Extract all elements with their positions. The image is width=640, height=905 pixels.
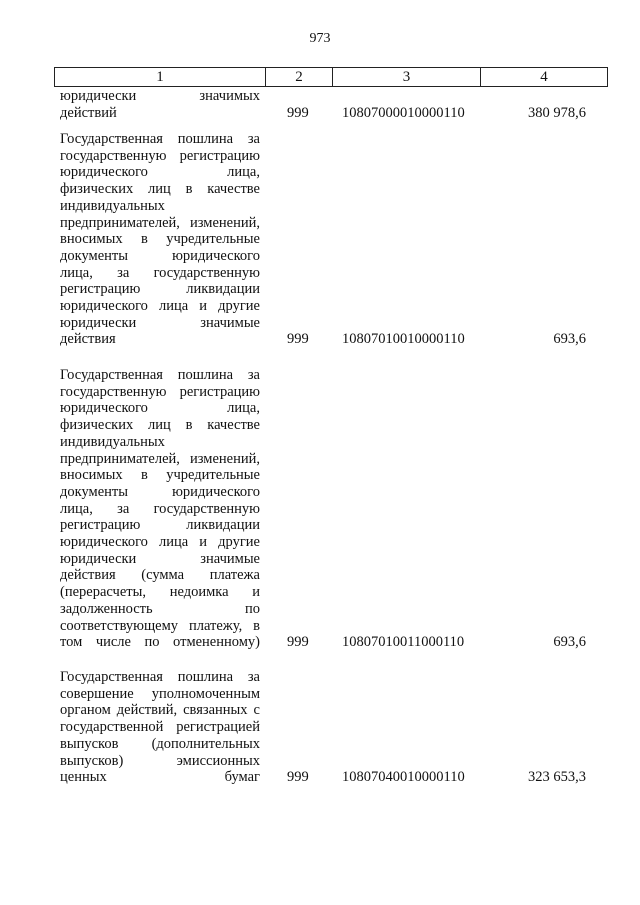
- row-name-line: вносимых в учредительные: [60, 231, 260, 248]
- row-name-line: действия (сумма платежа: [60, 567, 260, 584]
- row-name-line: регистрацию ликвидации: [60, 517, 260, 534]
- row-name-line: Государственная пошлина за: [60, 131, 260, 147]
- row-name: [60, 367, 260, 651]
- header-col-2: 2: [266, 68, 333, 86]
- row-name-line: органом действий, связанных с: [60, 702, 260, 719]
- row-name-line: ценных бумаг: [60, 769, 260, 786]
- row-name-line: юридически значимые: [60, 550, 260, 567]
- header-col-3: 3: [333, 68, 481, 86]
- row-name-line: том числе по отмененному): [60, 634, 260, 651]
- row-amount: 693,6: [553, 331, 586, 348]
- row-name-line: юридического лица,: [60, 164, 260, 181]
- row-name-line: (перерасчеты, недоимка и: [60, 584, 260, 601]
- table-header: [54, 67, 608, 87]
- row-name-line: юридического лица и другие: [60, 534, 260, 551]
- row-name-line: лица, за государственную: [60, 500, 260, 517]
- row-amount: 323 653,3: [528, 769, 586, 786]
- row-name-line: действий: [60, 104, 117, 121]
- row-name-line: государственную регистрацию: [60, 147, 260, 164]
- row-name-line: государственную регистрацию: [60, 383, 260, 400]
- header-col-1: 1: [55, 68, 266, 86]
- row-name-line: юридически значимых: [60, 88, 260, 104]
- row-name-line: Государственная пошлина за: [60, 367, 260, 383]
- row-name-line: лица, за государственную: [60, 264, 260, 281]
- row-admin-code: 999: [287, 331, 309, 348]
- row-name: [60, 88, 260, 121]
- header-col-4: 4: [540, 68, 548, 85]
- row-name: [60, 669, 260, 786]
- row-name-line: юридического лица и другие: [60, 298, 260, 315]
- row-name-line: государственной регистрацией: [60, 719, 260, 736]
- row-classification-code: 10807000010000110: [342, 104, 465, 121]
- row-name-line: выпусков (дополнительных: [60, 735, 260, 752]
- row-name: [60, 131, 260, 348]
- row-name-line: индивидуальных: [60, 197, 165, 214]
- row-name-line: выпусков) эмиссионных: [60, 752, 260, 769]
- row-name-line: индивидуальных: [60, 433, 165, 450]
- row-name-line: предпринимателей, изменений,: [60, 214, 260, 231]
- row-name-line: юридически значимые: [60, 314, 260, 331]
- page-number: 973: [309, 31, 331, 46]
- row-amount: 380 978,6: [528, 104, 586, 121]
- row-admin-code: 999: [287, 769, 309, 786]
- row-name-line: задолженность по: [60, 600, 260, 617]
- row-classification-code: 10807010011000110: [342, 634, 465, 651]
- row-amount: 693,6: [553, 634, 586, 651]
- row-classification-code: 10807010010000110: [342, 331, 465, 348]
- row-classification-code: 10807040010000110: [342, 769, 465, 786]
- row-name-line: вносимых в учредительные: [60, 467, 260, 484]
- row-name-line: документы юридического: [60, 247, 260, 264]
- row-admin-code: 999: [287, 104, 309, 121]
- row-name-line: Государственная пошлина за: [60, 669, 260, 685]
- row-name-line: совершение уполномоченным: [60, 685, 260, 702]
- row-admin-code: 999: [287, 634, 309, 651]
- row-name-line: физических лиц в качестве: [60, 417, 260, 434]
- row-name-line: действия: [60, 331, 116, 348]
- row-name-line: физических лиц в качестве: [60, 181, 260, 198]
- row-name-line: соответствующему платежу, в: [60, 617, 260, 634]
- row-name-line: документы юридического: [60, 483, 260, 500]
- row-name-line: юридического лица,: [60, 400, 260, 417]
- row-name-line: регистрацию ликвидации: [60, 281, 260, 298]
- row-name-line: предпринимателей, изменений,: [60, 450, 260, 467]
